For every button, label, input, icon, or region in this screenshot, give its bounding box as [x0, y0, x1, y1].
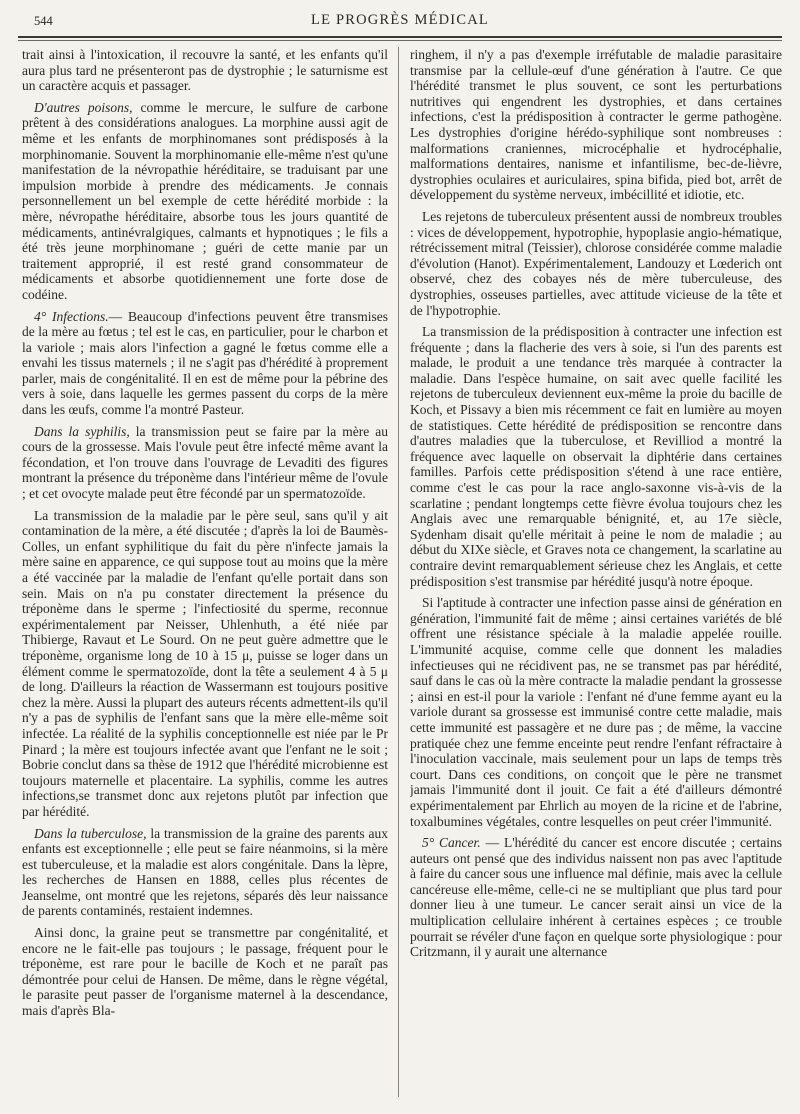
paragraph: 4° Infections.— Beaucoup d'infections peuvent être transmises de la mère au fœtus ; tel est le cas, en particulier, pour le charbon et la variole ; mais alors l'infection a gagné le fœtus comme elle a envahi les tissus maternels ; il ne s'agit pas d'hérédité à proprement parler, mais de congénitalité. Il en est de même pour la pébrine des vers à soie, dans laquelle les germes passent du corps de la mère dans les œufs, comme l'a montré Pasteur. [22, 308, 388, 418]
paragraph: D'autres poisons, comme le mercure, le sulfure de carbone prêtent à des considérations analogues. La morphine aussi agit de même et les enfants de morphinomanes sont prédisposés à la morphinomanie. Souvent la morphinomanie elle-même n'est qu'une manifestation de la névropathie héréditaire, se traduisant par une impulsion morbide à prendre des médicaments. Je connais personnellement un bel exemple de cette hérédité morbide : la mère, névropathe héréditaire, absorbe tous les jours quantité de médicaments, antinévralgiques, calmants et hypnotiques ; le fils a été très jeune morphinomane ; guéri de cette manie par un traitement approprié, il est resté grand consommateur de médicaments et absorbe quotidiennement une forte dose de codéine. [22, 99, 388, 302]
paragraph: ringhem, il n'y a pas d'exemple irréfutable de maladie parasitaire transmise par la cellule-œuf d'une génération à l'autre. Ce que l'hérédité transmet le plus souvent, ce sont les perturbations nutritives qui engendrent les dystrophies, et dans certaines infections, c'est la prédisposition à contracter le germe pathogène. Les dystrophies d'origine hérédo-syphilique sont nombreuses : malformations craniennes, microcéphalie et hydrocéphalie, malformations dentaires, nanisme et infantilisme, bec-de-lièvre, dystrophies oculaires et auriculaires, spina bifida, pied bot, arrêt de développement du système nerveux, imbécillité et idiotie, etc. [410, 47, 782, 203]
paragraph: La transmission de la maladie par le père seul, sans qu'il y ait contamination de la mère, a été discutée ; d'après la loi de Baumès-Colles, un enfant syphilitique du fait du père n'infecte jamais la mère saine en apparence, ce qui suppose tout au moins que la mère a été vaccinée par la maladie de l'enfant qu'elle portait dans son sein. Mais on n'a pu constater directement la présence du tréponème dans le sperme ; l'infectiosité du sperme, reconnue expérimentalement par Neisser, Uhlenhuth, a été niée par Thibierge, Ravaut et Le Sourd. On ne peut guère admettre que le tréponème, organisme long de 10 à 15 μ, puisse se loger dans un élément comme le spermatozoïde, dont la tête a seulement 4 à 5 μ de long. D'ailleurs la réaction de Wassermann est toujours positive chez la mère. Aussi la plupart des auteurs récents admettent-ils qu'il n'y a pas de syphilis de l'enfant sans que la mère elle-même soit infectée. La réalité de la syphilis conceptionnelle est niée par le Pr Pinard ; la mère est toujours infectée avant que l'enfant ne le soit ; Bobrie conclut dans sa thèse de 1912 que l'hérédité microbienne est toujours maternelle et placentaire. La syphilis, comme les autres infections,se transmet donc aux rejetons plutôt par infection que par hérédité. [22, 507, 388, 819]
page-header [18, 12, 782, 34]
header-rule-thin [18, 40, 782, 41]
paragraph: Dans la tuberculose, la transmission de la graine des parents aux enfants est exceptionnelle ; elle peut se faire néanmoins, si la mère est tuberculeuse, et la maladie est alors congénitale. Dans la lèpre, les recherches de Hansen en 1888, celles plus récentes de Jeanselme, ont montré que les rejetons, séparés dès leur naissance de parents contaminés, restaient indemnes. [22, 825, 388, 919]
paragraph: trait ainsi à l'intoxication, il recouvre la santé, et les enfants qu'il aura plus tard ne présenteront pas de dystrophie ; le saturnisme est un caractère acquis et passager. [22, 47, 388, 94]
left-column [22, 47, 388, 1103]
column-divider [398, 47, 399, 1097]
right-column [410, 47, 782, 1103]
page-number: 544 [34, 14, 53, 28]
paragraph: Les rejetons de tuberculeux présentent aussi de nombreux troubles : vices de développement, hypotrophie, hypoplasie angio-hématique, rétrécissement mitral (Teissier), chlorose considérée comme maladie d'évolution (Hanot). Expérimentalement, Landouzy et Lœderich ont observé, chez des cobayes nés de mère tuberculeuse, des dystrophies, osseuses partielles, avec attitude vicieuse de la tête et de l'hypotrophie. [410, 208, 782, 318]
header-rule [18, 36, 782, 38]
paragraph: Si l'aptitude à contracter une infection passe ainsi de génération en génération, l'immunité fait de même ; ainsi certaines variétés de blé offrent une résistance spéciale à la maladie appelée rouille. L'immunité acquise, comme celle que donnent les maladies infectieuses qui ne récidivent pas, ne se transmet pas par hérédité, sauf dans le cas où la mère contracte la maladie pendant la grossesse ; ainsi en est-il pour la variole : l'enfant né d'une femme ayant eu la variole durant sa grossesse est immunisé contre cette maladie, mais cette immunité est passagère et ne dure pas ; de même, la vaccine pratiquée chez une femme enceinte peut rendre l'enfant réfractaire à l'inoculation vaccinale, mais seulement pour un laps de temps très court. Dans ces conditions, on conçoit que le père ne transmet jamais l'immunité dont il jouit. Ce fait a été d'ailleurs démontré expérimentalement par Ehrlich au moyen de la ricine et de l'abrine, toxalbumines végétales, contre lesquelles on peut créer l'immunité. [410, 595, 782, 829]
paragraph: Ainsi donc, la graine peut se transmettre par congénitalité, et encore ne le fait-elle pas toujours ; le passage, fréquent pour le tréponème, est rare pour le bacille de Koch et ne paraît pas démontrée pour celui de Hansen. De même, dans le règne végétal, le parasite peut passer de l'organisme maternel à la descendance, mais d'après Bla- [22, 925, 388, 1019]
paragraph: 5° Cancer. — L'hérédité du cancer est encore discutée ; certains auteurs ont pensé que des individus naissent non pas avec l'aptitude à faire du cancer sous une influence mal définie, mais avec la cellule cancéreuse elle-même, celle-ci ne se multipliant que plus tard pour donner lieu à une tumeur. Le cancer serait ainsi un vice de la multiplication cellulaire inhérent à certaines espèces ; ce trouble pourrait se révéler d'une façon en quelque sorte physiologique : pour Critzmann, il y aurait une alternance [410, 835, 782, 960]
paragraph: Dans la syphilis, la transmission peut se faire par la mère au cours de la grossesse. Mais l'ovule peut être infecté même avant la fécondation, et l'on trouve dans l'ouvrage de Levaditi des figures montrant la présence du tréponème dans l'intérieur même de l'ovule ; et cet ovocyte malade peut être fécondé par un spermatozoïde. [22, 423, 388, 502]
paragraph: La transmission de la prédisposition à contracter une infection est fréquente ; dans la flacherie des vers à soie, si l'un des parents est malade, le produit a une tendance très marquée à contracter la maladie. Dans l'espèce humaine, on sait avec quelle facilité les rejetons de tuberculeux deviennent eux-même la proie du bacille de Koch, et Pissavy a bien mis récemment ce fait en lumière au moyen de statistiques. Cette hérédité de prédisposition se rencontre dans d'autres maladies que la tuberculose, et Revilliod a montré la fréquence avec laquelle on observait la diphtérie dans certaines familles. Parfois cette prédisposition s'étend à une race entière, comme c'est le cas pour la race anglo-saxonne vis-à-vis de la scarlatine ; pendant longtemps cette fièvre évolua toujours chez les Anglais avec une remarquable bénignité, et, au 17e siècle, Sydenham disait qu'elle méritait à peine le nom de maladie ; au début du XIXe siècle, et Graves nota ce changement, la scarlatine au contraire devint remarquablement sérieuse chez les Anglais, et cette prédisposition s'est transmise par hérédité jusqu'à notre époque. [410, 324, 782, 589]
running-title: LE PROGRÈS MÉDICAL [311, 12, 489, 28]
